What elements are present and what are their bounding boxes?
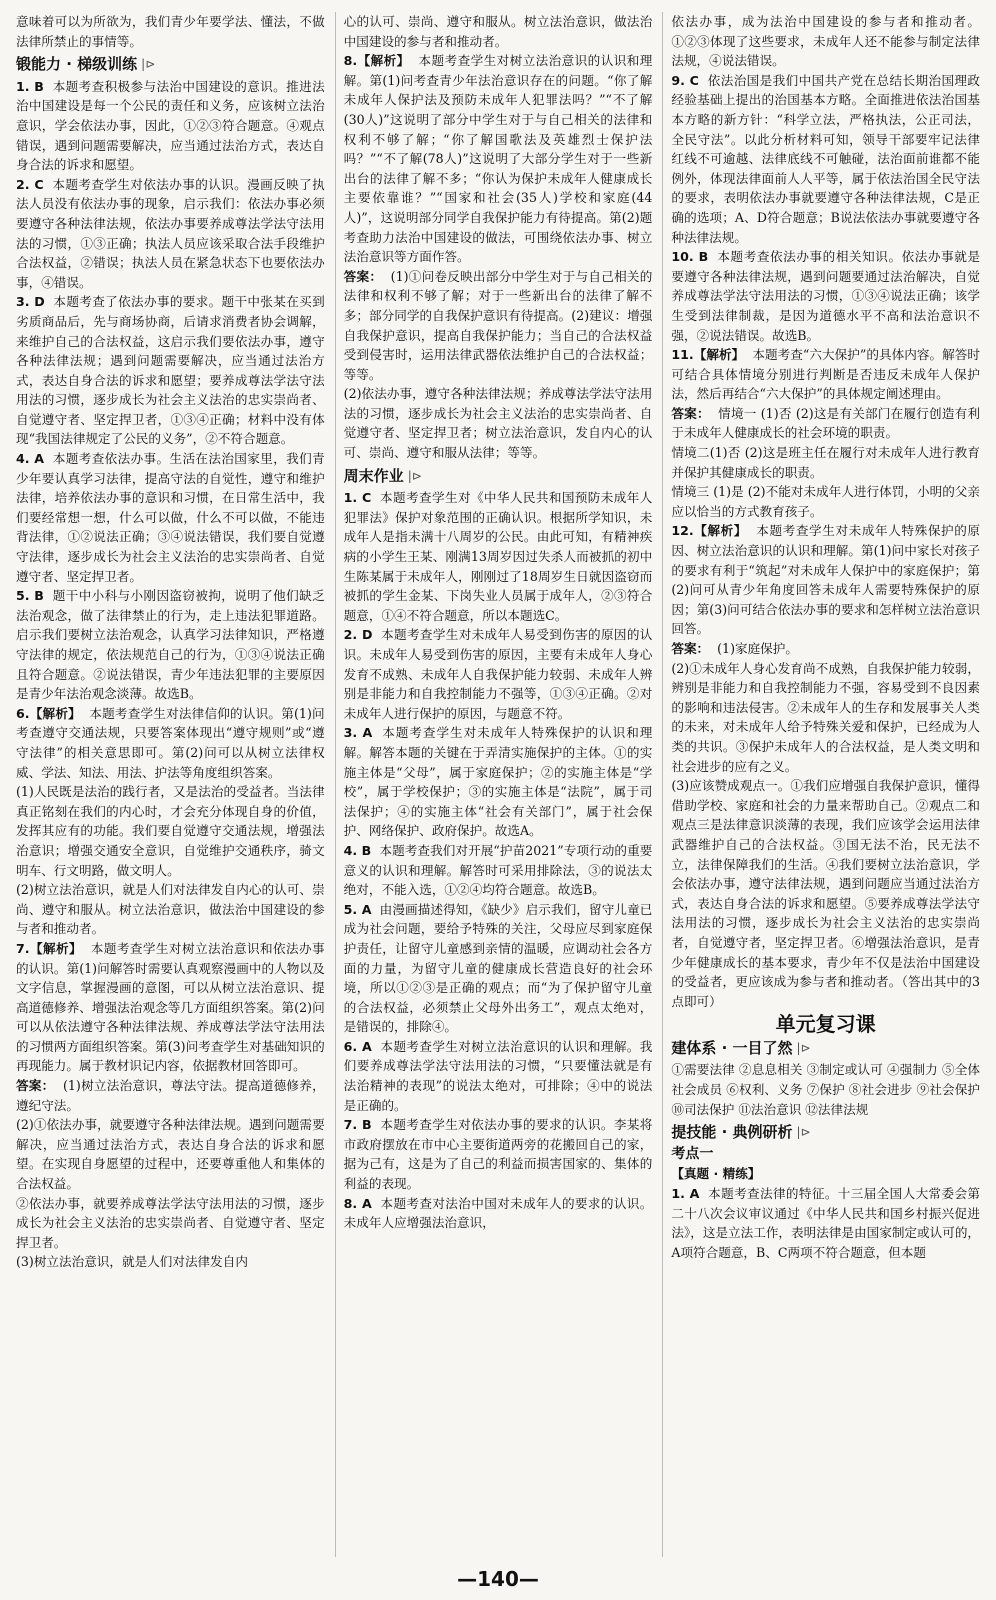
list-item [671, 247, 980, 345]
column-2 [335, 12, 653, 1557]
section-heading-weekend: 周末作业 |⊳ [343, 466, 422, 485]
item-text: 题干中小科与小刚因盗窃被拘，说明了他们缺乏法治观念，做了法律禁止的行为，走上违法犯罪道路。启示我们要树立法治观念，认真学习法律知识，严格遵守法律的规定，依法规范自己的行为，①③④说法正确且符合题意。②说法错误，青少年违法犯罪的主要原因是青少年法治观念淡薄。故选B。 [16, 588, 325, 702]
item-number: 7.【解析】 [16, 940, 83, 956]
list-item [344, 1037, 653, 1115]
item-number: 6.【解析】 [16, 705, 81, 721]
item-text: 本题考查学生对《中华人民共和国预防未成年人犯罪法》保护对象范围的正确认识。根据所学知识，未成年人是指未满十八周岁的公民。由此可知，有精神疾病的小学生王某、刚满13周岁因过失杀人而被抓的初中生陈某属于未成年人，刚刚过了18周岁生日就因盗窃而被抓的学生金某、下岗失业人员属于成年人，②③符合题意，①④不符合题意，所以本题选C。 [343, 490, 653, 623]
item-text: 由漫画描述得知，《缺少》启示我们，留守儿童已成为社会问题，要给予特殊的关注，父母应尽到家庭保护责任，让留守儿童感到亲情的温暖，应调动社会各方面的力量，为留守儿童的健康成长营造良好的社会环境，所以①②③是正确的观点；而“为了保护留守儿童的合法权益，必须禁止父母外出务工”，观点太绝对，是错误的，排除④。 [343, 901, 653, 1035]
col2-intro: 心的认可、崇尚、遵守和服从。树立法治意识，做法治中国建设的参与者和推动者。 [343, 14, 653, 49]
item-text: 本题考查学生对依法办事的要求的认识。李某将市政府摆放在市中心主要街道两旁的花搬回自己的家，据为己有，这是为了自己的利益而损害国家的、集体的利益的表现。 [343, 1117, 653, 1192]
item-text: 本题考查学生对树立法治意识的认识和理解。第(1)问考查青少年法治意识存在的问题。“你了解未成年人保护法及预防未成年人犯罪法吗？”“不了解(30人)”这说明了部分中学生对于与自己相关的法律和权利不够了解；“你了解国歌法及英雄烈士保护法吗？”“不了解(78人)”这说明了大部分学生对于一些新出台的法律了解不多；“你认为保护未成年人健康成长主要依靠谁？”“国家和社会(35人)学校和家庭(44人)”，这说明部分同学自我保护能力有待提高。第(2)题考查助力法治中国建设的做法，可围绕依法办事、树立法治意识等方面作答。 [343, 53, 653, 265]
list-item [16, 449, 325, 586]
item-text: 本题考查学生对未成年人特殊保护的原因、树立法治意识的认识和理解。第(1)问中家长对孩子的要求有利于“筑起”对未成年人保护中的家庭保护；第(2)问可从青少年角度回答未成年人需要特殊保护的原因；第(3)问可结合依法办事的要求和怎样树立法治意识回答。 [671, 523, 981, 637]
list-item [671, 482, 980, 521]
item-text: 本题考查我们对开展“护苗2021”专项行动的重要意义的认识和理解。解答时可采用排除法，③的说法太绝对，不能入选，①②④均符合题意。故选B。 [343, 842, 653, 898]
item-text: (1)①问卷反映出部分中学生对于与自己相关的法律和权利不够了解；对于一些新出台的法律了解不多；部分同学的自我保护意识有待提高。(2)建议：增强自我保护意识，提高自我保护能力；当自己的合法权益受到侵害时，运用法律武器依法维护自己的合法权益；等等。 [343, 268, 653, 382]
item-text: 本题考查积极参与法治中国建设的意识。推进法治中国建设是每一个公民的责任和义务，应该树立法治意识，学会依法办事，因此，①②③符合题意。④观点错误，遇到问题需要解决，应当通过法治方式，表达自身合法的诉求和愿望。 [16, 78, 325, 173]
item-number: 12.【解析】 [671, 523, 748, 539]
item-number: 答案： [343, 268, 383, 284]
list-item [344, 1115, 653, 1193]
system-answers: ①需要法律 ②息息相关 ③制定或认可 ④强制力 ⑤全体社会成员 ⑥权利、义务 ⑦保护 ⑧社会进步 ⑨社会保护 ⑩司法保护 ⑪法治意识 ⑫法律法规 [671, 1062, 981, 1117]
col1-intro: 意味着可以为所欲为，我们青少年要学法、懂法，不做法律所禁止的事情等。 [16, 14, 325, 49]
item-text: 本题考查了依法办事的要求。题干中张某在买到劣质商品后，先与商场协商，后请求消费者协会调解，来维护自己的合法权益，这启示我们要依法办事，遵守各种法律法规；遇到问题需要解决，应当通过法治方式，表达自身合法的诉求和愿望；要养成尊法学法守法用法的习惯，逐步成长为社会主义法治的忠实崇尚者、自觉遵守者、坚定捍卫者，①③④正确；材料中没有体现“我国法律规定了公民的义务”，②不符合题意。 [16, 294, 325, 447]
list-item [671, 521, 980, 639]
item-number: 答案： [671, 405, 710, 421]
list-item [344, 900, 653, 1037]
list-item [344, 625, 653, 723]
item-text: (3)树立法治意识，就是人们对法律发自内 [16, 1254, 248, 1270]
list-item [344, 723, 653, 841]
arrow-icon: |⊳ [407, 468, 422, 483]
item-number: 5. A [343, 901, 372, 917]
item-text: (2)①未成年人身心发育尚不成熟，自我保护能力较弱，辨别是非能力和自我控制能力不强，容易受到不良因素的影响和违法侵害。②未成年人的生存和发展事关人类的未来，对未成年人给予特殊关爱和保护，已经成为人类的共识。③保护未成年人的合法权益，是人类文明和社会进步的应有之义。 [671, 660, 981, 774]
item-text: (1)家庭保护。 [717, 641, 798, 656]
item-text: ②依法办事，就要养成尊法学法守法用法的习惯，逐步成长为社会主义法治的忠实崇尚者、自觉遵守者、坚定捍卫者。 [16, 1195, 325, 1250]
item-number: 11.【解析】 [671, 347, 745, 363]
arrow-icon: |⊳ [796, 1125, 811, 1140]
item-number: 1. B [16, 78, 44, 94]
column-3 [662, 12, 980, 1557]
column-1 [16, 12, 325, 1557]
item-text: 本题考查“六大保护”的具体内容。解答时可结合具体情境分别进行判断是否违反未成年人保护法，然后再结合“六大保护”的具体规定阐述理由。 [671, 347, 981, 402]
list-item [16, 292, 325, 449]
page-number: —140— [457, 1567, 539, 1592]
list-item [671, 776, 980, 1011]
list-item [16, 586, 325, 704]
item-text: 本题考查学生对树立法治意识的认识和理解。我们要养成尊法学法守法用法的习惯，“只要懂法就是有法治精神的表现”的说法太绝对，可排除；④中的说法是正确的。 [343, 1038, 653, 1113]
kaodian-heading: 考点一 [671, 1145, 714, 1162]
list-item [671, 404, 980, 443]
col2-weekend-list [344, 488, 653, 1233]
list-item [16, 782, 325, 880]
item-text: (1)树立法治意识，尊法守法。提高道德修养，遵纪守法。 [16, 1078, 325, 1113]
section-heading-training: 锻能力 · 梯级训练 |⊳ [16, 55, 156, 74]
item-number: 10. B [671, 249, 709, 265]
section-heading-skills: 提技能 · 典例研析 |⊳ [671, 1123, 811, 1142]
list-item [344, 384, 653, 462]
item-text: 本题考查学生对未成年人特殊保护的认识和理解。解答本题的关键在于弄清实施保护的主体。①的实施主体是“父母”，属于家庭保护；②的实施主体是“学校”，属于学校保护；③的实施主体是“法院”，属于司法保护；④的实施主体“社会有关部门”，属于社会保护、网络保护、政府保护。故选A。 [343, 725, 653, 839]
col3-answer-list [671, 71, 980, 1012]
list-item: 1. A 本题考查法律的特征。十三届全国人大常委会第二十八次会议审议通过《中华人民共和国乡村振兴促进法》，这是立法工作，表明法律是由国家制定或认可的，A项符合题意，B、C两项不符合题意，但本题 [671, 1186, 981, 1260]
list-item [16, 1194, 325, 1253]
list-item [671, 659, 980, 777]
item-number: 4. B [343, 842, 372, 858]
columns [16, 12, 980, 1557]
item-number: 9. C [671, 72, 699, 88]
list-item [344, 841, 653, 900]
item-text: 本题考查学生对依法办事的认识。漫画反映了执法人员没有依法办事的现象，启示我们：依法办事必须要遵守各种法律法规，依法办事要养成尊法学法守法用法的习惯，①③正确；执法人员应该采取合法手段维护合法权益，②错误；执法人员在紧急状态下也要依法办事，④错误。 [16, 176, 325, 290]
list-item [16, 880, 325, 939]
item-number: 4. A [16, 451, 45, 467]
list-item [671, 639, 980, 659]
list-item [16, 175, 325, 293]
list-item [671, 71, 980, 247]
item-text: 本题考查学生对法律信仰的认识。第(1)问考查遵守交通法规，只要答案体现出“遵守规则”或“遵守法律”的相关意思即可。第(2)问可以从树立法律权威、学法、知法、用法、护法等角度组织答案。 [16, 705, 325, 780]
item-number: 答案： [671, 641, 710, 656]
item-number: 3. D [16, 294, 45, 310]
item-text: 本题考查依法办事的相关知识。依法办事就是要遵守各种法律法规，遇到问题要通过法治解决，自觉养成尊法学法守法用法的习惯，①③④说法正确；该学生受到法律制裁，是因为道德水平不高和法治意识不强，②说法错误。故选B。 [671, 249, 981, 343]
item-number: 3. A [343, 725, 373, 741]
zhenti-heading: 【真题 · 精练】 [671, 1166, 761, 1182]
list-item [671, 443, 980, 482]
item-text: (2)树立法治意识，就是人们对法律发自内心的认可、崇尚、遵守和服从。树立法治意识，做法治中国建设的参与者和推动者。 [16, 882, 325, 937]
list-item [344, 51, 653, 267]
arrow-icon: |⊳ [796, 1040, 811, 1055]
list-item [16, 1076, 325, 1115]
item-text: (1)人民既是法治的践行者，又是法治的受益者。当法律真正铭刻在我们的内心时，才会充分体现自身的价值，发挥其应有的功能。我们要自觉遵守交通法规，增强法治意识；增强交通安全意识，自觉维护交通秩序，骑文明车、行文明路，做文明人。 [16, 784, 325, 878]
item-text: (3)应该赞成观点一。①我们应增强自我保护意识，懂得借助学校、家庭和社会的力量来帮助自己。②观点二和观点三是法律意识淡薄的表现，我们应该学会运用法律武器维护自己的合法权益。③国无法不治，民无法不立，法律保障我们的生活。④我们要树立法治意识，学会依法办事，遵守法律法规，遇到问题应当通过法治方式，表达自身合法的诉求和愿望。⑤要养成尊法学法守法用法的习惯，逐步成长为社会主义法治的忠实崇尚者，自觉遵守者，坚定捍卫者。⑥增强法治意识，是青少年健康成长的基本要求，青少年不仅是法治中国建设的受益者，更应该成为参与者和推动者。（答出其中的3点即可） [671, 778, 981, 1009]
list-item [16, 77, 325, 175]
col3-intro: 依法办事，成为法治中国建设的参与者和推动者。①②③体现了这些要求，未成年人还不能参与制定法律法规，④说法错误。 [671, 14, 981, 69]
col2-answer-list [344, 51, 653, 462]
section-heading-system: 建体系 · 一目了然 |⊳ [671, 1038, 811, 1057]
item-text: 本题考查依法办事。生活在法治国家里，我们青少年要认真学习法律，提高守法的自觉性，遵守和维护法律，培养依法办事的意识和习惯，在日常生活中，我们要经常想一想，什么可以做，什么不可以做，不能违背法律，①②说法正确；③④说法错误，我们要自觉遵守法律，逐步成长为社会主义法治的忠实崇尚者、自觉遵守者、坚定捍卫者。 [16, 451, 325, 584]
col1-answer-list [16, 77, 325, 1272]
list-item [671, 345, 980, 404]
item-number: 6. A [343, 1038, 372, 1054]
item-text: 本题考查学生对树立法治意识和依法办事的认识。第(1)问解答时需要认真观察漫画中的人物以及文字信息，掌握漫画的意图，可以从树立法治意识、提高道德修养、增强法治观念等几方面组织答案。第(2)问可以从依法遵守各种法律法规、养成尊法学法守法用法的习惯两方面组织答案。第(3)问考查学生对基础知识的再现能力。属于教材识记内容，依据教材回答即可。 [16, 940, 325, 1074]
list-item [16, 704, 325, 782]
item-number: 2. C [16, 176, 44, 192]
list-item [16, 1115, 325, 1193]
item-number: 2. D [343, 627, 373, 643]
item-text: 情境二(1)否 (2)这是班主任在履行对未成年人进行教育并保护其健康成长的职责。 [671, 445, 981, 480]
item-number: 答案： [16, 1078, 55, 1094]
item-text: 情境三 (1)是 (2)不能对未成年人进行体罚，小明的父亲应以恰当的方式教育孩子。 [671, 484, 981, 519]
list-item [16, 1252, 325, 1272]
item-number: 8. A [343, 1195, 372, 1211]
item-text: (2)依法办事，遵守各种法律法规；养成尊法学法守法用法的习惯，逐步成长为社会主义法治的忠实崇尚者、自觉遵守者、坚定捍卫者；树立法治意识，发自内心的认可、崇尚、遵守和服从法律；等等。 [343, 386, 653, 461]
item-number: 1. C [343, 490, 372, 506]
list-item [344, 1194, 653, 1233]
list-item [344, 267, 653, 385]
item-number: 5. B [16, 588, 44, 604]
list-item [16, 939, 325, 1076]
item-text: 依法治国是我们中国共产党在总结长期治国理政经验基础上提出的治国基本方略。全面推进依法治国基本方略的新方针：“科学立法，严格执法，公正司法，全民守法”。以此分析材料可知，领导干部要牢记法律红线不可逾越、法律底线不可触碰，法治面前谁都不能例外，体现法律面前人人平等，属于依法治国全民守法的要求，表明依法办事就要遵守各种法律法规，C是正确的选项；A、D符合题意；B说法依法办事就要遵守各种法律法规。 [671, 72, 981, 245]
item-text: 本题考查对法治中国对未成年人的要求的认识。未成年人应增强法治意识， [343, 1195, 653, 1231]
item-number: 7. B [343, 1117, 372, 1133]
item-number: 8.【解析】 [343, 53, 410, 69]
list-item [344, 488, 653, 625]
item-text: 本题考查学生对未成年人易受到伤害的原因的认识。未成年人易受到伤害的原因，主要有未成年人身心发育不成熟、未成年人自我保护能力较弱、未成年人辨别是非能力和自我控制能力不强等，①③④正确。②对未成年人进行保护的原因，与题意不符。 [343, 627, 653, 721]
unit-review-title: 单元复习课 [775, 1012, 876, 1037]
item-text: (2)①依法办事，就要遵守各种法律法规。遇到问题需要解决，应当通过法治方式，表达自身合法的诉求和愿望。在实现自身愿望的过程中，还要尊重他人和集体的合法权益。 [16, 1117, 325, 1192]
arrow-icon: |⊳ [141, 57, 156, 72]
item-text: 情境一 (1)否 (2)这是有关部门在履行创造有利于未成年人健康成长的社会环境的职责。 [671, 405, 981, 441]
